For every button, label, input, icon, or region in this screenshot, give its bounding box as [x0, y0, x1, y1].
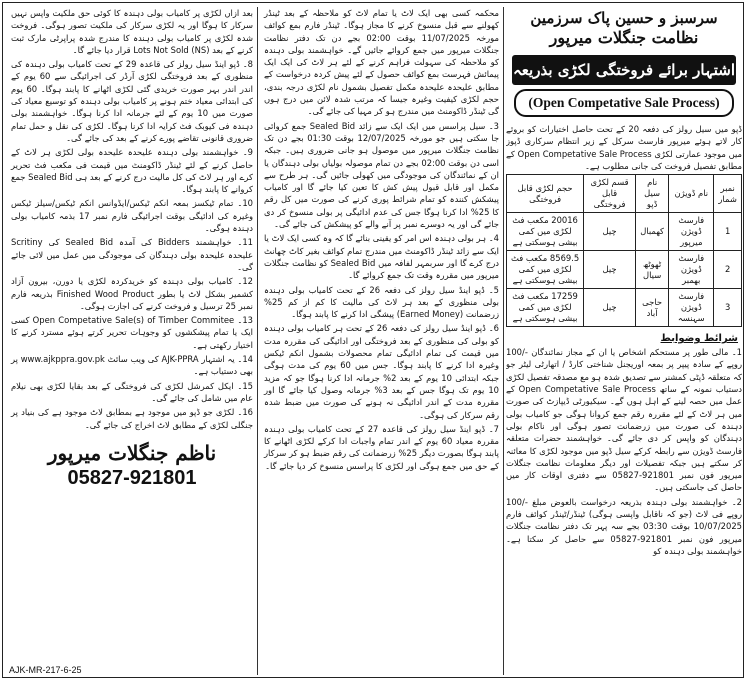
cell-division: فارسٹ ڈویژن میرپور [669, 213, 714, 251]
cell-depot: کھمبال [635, 213, 668, 251]
department-title: نظامت جنگلات میرپور [549, 28, 699, 47]
header-wood-type: قسم لکڑی قابل فروختگی [584, 175, 636, 213]
contact-phone: 05827-921801 [67, 466, 197, 489]
table-row [507, 251, 742, 289]
cell-volume: 8569.5 مکعب فٹ لکڑی میں کمی بیشی ہوسکتی ہے [507, 251, 584, 289]
lots-table [506, 174, 742, 327]
cell-depot: ٹھوٹھ سیال [635, 251, 668, 289]
left-column [7, 7, 258, 675]
cell-division: فارسٹ ڈویژن سہنسہ [669, 289, 714, 327]
middle-column [260, 7, 504, 675]
heading-english: (Open Competative Sale Process) [514, 89, 734, 117]
ad-code: AJK-MR-217-6-25 [9, 665, 82, 675]
signer-title: ناظم جنگلات میرپور [47, 440, 217, 465]
header-serial: نمبر شمار [714, 175, 742, 213]
table-header-row [507, 175, 742, 213]
header-division: نام ڈویژن [669, 175, 714, 213]
cell-wood-type: چیل [584, 289, 636, 327]
term-paragraph: 9۔ خواہشمند بولی دہندہ علیحدہ علیحدہ بولی لکڑی ہر لاٹ کے حاصل کرنے کے لئے ٹینڈر ڈاکومنٹ میں قیمت فی مکعب فٹ تحریر کرے اور ہر لاٹ کی کل مالیت درج کرنے کے بعد ہی Sealed Bid جمع کروانے کا پابند ہوگا۔ [11, 147, 254, 195]
table-row [507, 213, 742, 251]
term-paragraph: 12۔ کامیاب بولی دہندہ کو خریدکردہ لکڑی یا دورن، بیرون آزاد کشمیر بشکل لاٹ یا بطور Finished Wood Product بذریعہ فارم نمبر 25 ترسیل و فروخت کرنے کی اجازت ہوگی۔ [11, 276, 253, 311]
right-column [506, 7, 742, 675]
cell-serial: 2 [714, 251, 742, 289]
term-paragraph: 8۔ ڈپو اینڈ سیل رولز کی قاعدہ 29 کے تحت کامیاب بولی دہندہ کی منظوری کے بعد فروختگی لکڑی آرڈر کی اجرائیگی سے 60 یوم کے اندر اندر بہر صورت خریدی گئی لکڑی اٹھانے کا پابند ہوگا۔ 60 یوم کی ابتدائی معیاد ختم ہونے پر کامیاب بولی دہندہ کو توسیع معیاد کی صورت میں 10 یوم کے لئے جرمانہ ادا کرنا ہوگا۔ خواہشمند بولی دہندہ فی کیوبک فٹ کرایہ ادا کرنا ہوگا۔ لکڑی کی نقل و حمل تمام ضروری قانونی تقاضے پورے کرنے کے بعد کی جائے گی۔ [11, 59, 254, 143]
term-paragraph: 14۔ یہ اشتہار AJK-PPRA کی ویب سائٹ www.ajkppra.gov.pk پر بھی دستیاب ہے۔ [11, 354, 254, 377]
cell-serial: 3 [714, 289, 742, 327]
term-paragraph: 15۔ ایکل کمرشل لکڑی کی فروختگی کے بعد بقایا لکڑی بھی نیلام عام میں شامل کی جائے گی۔ [11, 380, 253, 403]
tagline: سرسبز و حسین پاک سرزمین [530, 9, 718, 27]
term-paragraph: 1۔ مالی طور پر مستحکم اشخاص یا ان کے مجاز نمائندگان -/100 روپے کے سادہ پیپر پر بمعہ اوریجنل شناختی کارڈ / اتھارٹی لیٹر جو کہ متعلقہ ڈپٹی کمشنر سے تصدیق شدہ ہو مع مصدقہ تفصیل لکڑی دستیاب نمونہ کے ساتھ Open Competative Sale Process کے عمل میں حصہ لینے کے اہل ہوں گے۔ سیکیورٹی ڈیپازٹ کی صورت میں ہر لاٹ کے لئے مقررہ رقم جمع کروانا ہوگی جو کامیاب بولی دہندہ کی صورت میں زرضمانت تصور ہوگی اور ناکام بولی دہندگان کو واپس کر دی جائے گی۔ خواہشمند حضرات متعلقہ فارسٹ ڈویژن سے رابطہ کرکے سیل ڈپو میں موجود لکڑی کا معائنہ کر سکتے ہیں جبکہ تفصیلات اور دیگر معلومات نظامت جنگلات میرپور فون نمبر 921801-05827 سے دفتری اوقات کار میں حاصل کی جاسکتی ہیں۔ [506, 347, 742, 493]
term-paragraph: 16۔ لکڑی جو ڈپو میں موجود ہے بمطابق لاٹ موجود ہے کی بنیاد پر جنگلی لکڑی کے مطابق لاٹ اخراج کی جائے گی۔ [11, 407, 253, 430]
term-paragraph: محکمہ کسی بھی ایک لاٹ یا تمام لاٹ کو ملاحظہ کے بعد ٹینڈر کھولنے سے قبل منسوخ کرنے کا مجاز ہوگا۔ ٹینڈر فارم بمع کوائف مورخہ 11/07/2025 بوقت 02:00 بجے دن تک دفتر نظامت جنگلات میرپور میں جمع کروائے جائیں گے۔ خواہشمند بولی دہندہ کو ملاحظہ کی سہولت فراہم کرنے کے لئے ہر لاٹ کی ایک ایک پیمائش فہرست بمع کوائف حصول کے لئے پیش کردہ درخواست کے مطابق علیحدہ علیحدہ مکمل تفصیل بشمول نام لکڑی درجہ بندی، حجم لکڑی کیفیت وغیرہ جیسا کہ مرتب شدہ لائن میں درج ہوں گی ٹینڈر ڈاکومنٹ میں مندرج ہو کر مہیا کی جائے گی۔ [264, 8, 499, 117]
term-paragraph: 10۔ تمام ٹیکسز بمعہ انکم ٹیکس/ایڈوانس انکم ٹیکس/سیلز ٹیکس وغیرہ کی ادائیگی بوقت اجرائیگی فارم نمبر 17 بذمہ کامیاب بولی دہندہ ہوگی۔ [11, 198, 253, 234]
advertisement [2, 2, 744, 678]
term-paragraph: 4۔ ہر بولی دہندہ اس امر کو یقینی بنائے گا کہ وہ کسی ایک لاٹ یا ایک سے زائد ٹینڈر ڈاکومنٹ میں مندرج تمام کوائف بغیر کاٹ چھانٹ درج کرے گا اور سربمہر لفافہ میں Sealed Bid کو نظامت جنگلات میرپور میں مقررہ وقت تک جمع کروائے گا۔ [264, 233, 499, 281]
cell-wood-type: چیل [584, 251, 636, 289]
intro-text: ڈپو میں سیل رولز کی دفعہ 20 کے تحت حاصل اختیارات کو بروئے کار لاتے ہوئے میرپور فارسٹ سرکل کے زیر انتظام سرکاری ڈپوز میں موجود عمارتی لکڑی Open Competative Sale Process کے مطابق تفصیل فروخت کی جانی مطلوب ہے۔ [506, 124, 742, 171]
term-paragraph: 2۔ خواہشمند بولی دہندہ بذریعہ درخواست بالعوض مبلغ -/100 روپے فی لاٹ (جو کہ ناقابل واپسی ہوگی) ٹینڈر/ٹینڈر کوائف فارم 10/07/2025 بوقت 03:30 بجے سہ پہر تک دفتر نظامت جنگلات میرپور فون نمبر 921801-05827 سے حاصل کر سکتا ہے۔ خواہشمند بولی دہندہ کو [506, 496, 742, 556]
term-paragraph: 3۔ سیل پراسس میں ایک ایک سے زائد Sealed Bid جمع کروائی جا سکتی ہیں جو مورخہ 12/07/2025 بوقت 01:30 بجے دن تک نظامت جنگلات میرپور میں موصول ہو جانی ضروری ہیں۔ جبکہ اسی دن بوقت 02:00 بجے دن تمام موصولہ بولیاں بولی دہندگان یا ان کے نمائندگان کی موجودگی میں کھولی جائیں گی۔ ہر طرح سے مکمل اور قابل قبول پیش کش کا تعین کیا جائے گا اور کامیاب پیشکش کنندہ کو تمام شرائط پوری کرنے کی صورت میں کل رقم کا 25% ادا کرنا ہوگا جس کی عدم ادائیگی پر بولی منسوخ کر دی جائے گی اور یہ دوسرے نمبر پر آنے والے کو پیشکش کی جائے گی۔ [264, 120, 500, 230]
cell-serial: 1 [714, 213, 742, 251]
term-paragraph: 5۔ ڈپو اینڈ سیل رولز کی دفعہ 26 کے تحت کامیاب بولی دہندہ بولی منظوری کے بعد ہر لاٹ کی مالیت کا کم از کم 25% زرضمانت (Earned Money) پیشگی ادا کرنے کا پابند ہوگا۔ [264, 284, 499, 320]
term-paragraph: بعد ازاں لکڑی پر کامیاب بولی دہندہ کا کوئی حق ملکیت واپس نہیں سرکار کا ہوگا اور یہ لکڑی سرکار کی ملکیت تصور ہوگی۔ فروخت شدہ لکڑی پر کامیاب بولی دہندہ کا مندرج شدہ پراپرٹی مارک ثبت کرنے کے بعد Lots Not Sold (NS) قرار دیا جائے گا۔ [11, 8, 253, 55]
term-paragraph: 6۔ ڈپو اینڈ سیل رولز کی دفعہ 26 کے تحت ہر کامیاب بولی دہندہ کو بولی کی منظوری کے بعد فروختگی اور ادائیگی کی مقررہ مدت میں قیمت کی تمام ادائیگی تمام محصولات بشمول انکم ٹیکس وغیرہ ادا کرنے کا پابند ہوگا۔ جس میں 60 یوم کی مدت ہوگی جبکہ ابتدائی 10 یوم کے بعد 2% جرمانہ ادا کرنا ہوگا جو کہ مزید 10 یوم تک ہوگا جس کے بعد 3% جرمانہ وصول کیا جائے گا اور مقررہ مدت کے اندر ادائیگی نہ ہونے کی صورت میں ضبط شدہ رقم سرکار کی ہوگی۔ [264, 323, 500, 420]
term-paragraph: 7۔ ڈپو اینڈ سیل رولز کی قاعدہ 27 کے تحت کامیاب بولی دہندہ مقررہ معیاد 60 یوم کے اندر تمام واجبات ادا کرکے لکڑی اٹھانے کا پابند ہوگا بصورت دیگر 25% زرضمانت کی رقم ضبط ہو کر سرکار کے حق میں جمع ہوگی اور لکڑی کا پراسس منسوخ کر دیا جائے گا۔ [264, 423, 500, 471]
term-paragraph: 11۔ خواہشمند Bidders کی آمدہ Sealed Bid کی Scritiny علیحدہ علیحدہ بولی دہندگان کی موجودگی میں عمل میں لائی جائے گی۔ [11, 237, 253, 272]
table-row [507, 289, 742, 327]
heading-urdu: اشتہار برائے فروختگی لکڑی بذریعہ [512, 55, 736, 85]
cell-wood-type: چیل [584, 213, 636, 251]
header-depot: نام سیل ڈپو [635, 175, 668, 213]
signature-block [11, 441, 253, 490]
header-volume: حجم لکڑی قابل فروختگی [507, 175, 584, 213]
cell-volume: 20016 مکعب فٹ لکڑی میں کمی بیشی ہوسکتی ہے [507, 213, 584, 251]
cell-division: فارسٹ ڈویژن بھمبر [669, 251, 714, 289]
term-paragraph: 13۔ Open Competative Sale(s) of Timber Commitee کسی ایک یا تمام پیشکشوں کو وجوہات تحریر کرتے ہوئے مسترد کرنے کا اختیار رکھتی ہے۔ [11, 315, 253, 350]
cell-depot: حاجی آباد [635, 289, 668, 327]
terms-title: شرائط وضوابط [660, 333, 738, 345]
cell-volume: 17259 مکعب فٹ لکڑی میں کمی بیشی ہوسکتی ہے [507, 289, 584, 327]
